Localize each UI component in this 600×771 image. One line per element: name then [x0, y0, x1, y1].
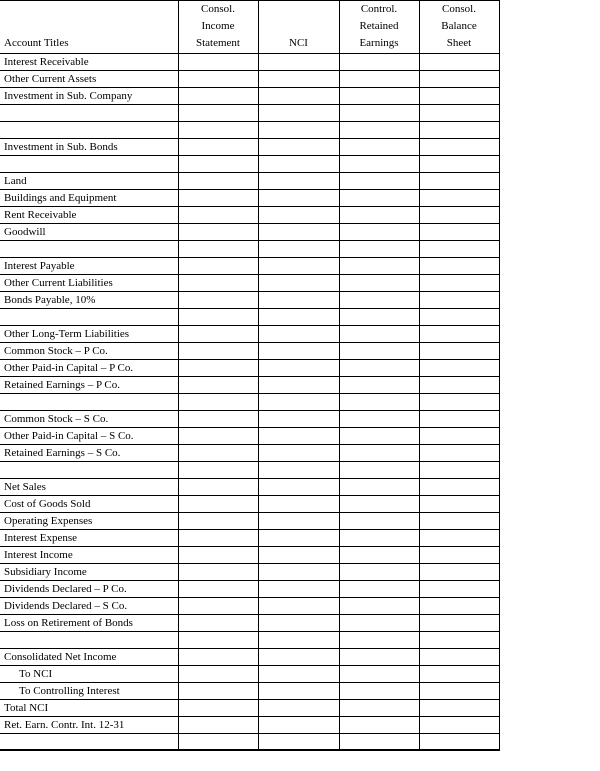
nci-cell[interactable] — [258, 343, 339, 360]
consol-income-cell[interactable] — [178, 581, 258, 598]
table-row — [0, 683, 499, 700]
table-row — [0, 394, 499, 411]
control-re-cell[interactable] — [339, 462, 419, 479]
control-re-cell[interactable] — [339, 54, 419, 71]
nci-cell[interactable] — [258, 564, 339, 581]
consol-income-cell[interactable] — [178, 173, 258, 190]
table-row — [0, 105, 499, 122]
control-re-cell[interactable] — [339, 275, 419, 292]
table-row — [0, 88, 499, 105]
consol-income-line1: Consol. — [201, 3, 235, 15]
nci-cell[interactable] — [258, 377, 339, 394]
consol-income-cell[interactable] — [178, 122, 258, 139]
control-re-cell[interactable] — [339, 700, 419, 717]
table-row — [0, 343, 499, 360]
table-row — [0, 190, 499, 207]
account-title-cell: Loss on Retirement of Bonds — [0, 615, 178, 632]
nci-cell[interactable] — [258, 700, 339, 717]
consol-income-cell[interactable] — [178, 360, 258, 377]
consol-income-cell[interactable] — [178, 156, 258, 173]
nci-cell[interactable] — [258, 71, 339, 88]
account-title-cell: Land — [0, 173, 178, 190]
consol-bs-cell[interactable] — [419, 309, 499, 326]
account-title-cell: Net Sales — [0, 479, 178, 496]
control-re-cell[interactable] — [339, 326, 419, 343]
table-row — [0, 309, 499, 326]
account-title-cell: Common Stock – P Co. — [0, 343, 178, 360]
nci-cell[interactable] — [258, 513, 339, 530]
nci-cell[interactable] — [258, 360, 339, 377]
account-title-cell: Retained Earnings – P Co. — [0, 377, 178, 394]
consol-bs-cell[interactable] — [419, 700, 499, 717]
account-title-cell — [0, 156, 178, 173]
consol-bs-cell[interactable] — [419, 649, 499, 666]
account-title-cell: Investment in Sub. Company — [0, 88, 178, 105]
consol-bs-cell[interactable] — [419, 615, 499, 632]
account-title-cell: Ret. Earn. Contr. Int. 12-31 — [0, 717, 178, 734]
consol-income-cell[interactable] — [178, 224, 258, 241]
control-re-cell[interactable] — [339, 547, 419, 564]
nci-cell[interactable] — [258, 581, 339, 598]
control-re-cell[interactable] — [339, 666, 419, 683]
consol-income-line3: Statement — [196, 37, 240, 49]
consol-bs-cell[interactable] — [419, 632, 499, 649]
consol-bs-cell[interactable] — [419, 88, 499, 105]
consol-income-cell[interactable] — [178, 598, 258, 615]
table-row — [0, 156, 499, 173]
nci-cell[interactable] — [258, 479, 339, 496]
consol-income-cell[interactable] — [178, 190, 258, 207]
account-title-cell: Other Long-Term Liabilities — [0, 326, 178, 343]
consol-bs-cell[interactable] — [419, 496, 499, 513]
account-title-cell — [0, 462, 178, 479]
nci-cell[interactable] — [258, 156, 339, 173]
table-row — [0, 666, 499, 683]
consol-bs-cell[interactable] — [419, 326, 499, 343]
account-title-cell — [0, 734, 178, 751]
account-title-cell: Bonds Payable, 10% — [0, 292, 178, 309]
account-titles-header: Account Titles — [0, 1, 178, 54]
consol-bs-cell[interactable] — [419, 139, 499, 156]
nci-cell[interactable] — [258, 734, 339, 751]
table-row — [0, 71, 499, 88]
consol-income-cell[interactable] — [178, 411, 258, 428]
consol-income-cell[interactable] — [178, 377, 258, 394]
account-title-cell: Investment in Sub. Bonds — [0, 139, 178, 156]
consol-bs-cell[interactable] — [419, 71, 499, 88]
bottom-rule — [0, 749, 499, 750]
control-re-cell[interactable] — [339, 258, 419, 275]
nci-cell[interactable] — [258, 326, 339, 343]
table-row — [0, 224, 499, 241]
consol-bs-cell[interactable] — [419, 581, 499, 598]
control-re-cell[interactable] — [339, 309, 419, 326]
table-row — [0, 428, 499, 445]
nci-cell[interactable] — [258, 258, 339, 275]
table-row — [0, 479, 499, 496]
consol-income-cell[interactable] — [178, 105, 258, 122]
account-title-cell: Other Paid-in Capital – P Co. — [0, 360, 178, 377]
consol-income-cell[interactable] — [178, 479, 258, 496]
table-row — [0, 445, 499, 462]
control-re-cell[interactable] — [339, 445, 419, 462]
consol-income-cell[interactable] — [178, 564, 258, 581]
account-title-cell: Common Stock – S Co. — [0, 411, 178, 428]
consol-bs-cell[interactable] — [419, 683, 499, 700]
control-re-cell[interactable] — [339, 122, 419, 139]
consol-bs-cell[interactable] — [419, 207, 499, 224]
nci-cell[interactable] — [258, 207, 339, 224]
control-re-cell[interactable] — [339, 105, 419, 122]
consol-bs-cell[interactable] — [419, 292, 499, 309]
account-title-cell: Dividends Declared – S Co. — [0, 598, 178, 615]
consol-income-cell[interactable] — [178, 666, 258, 683]
account-title-cell: Other Paid-in Capital – S Co. — [0, 428, 178, 445]
control-re-cell[interactable] — [339, 496, 419, 513]
consol-income-cell[interactable] — [178, 615, 258, 632]
consol-bs-line1: Consol. — [442, 3, 476, 15]
consol-bs-cell[interactable] — [419, 343, 499, 360]
table-row — [0, 649, 499, 666]
nci-cell[interactable] — [258, 666, 339, 683]
nci-cell[interactable] — [258, 224, 339, 241]
consol-bs-cell[interactable] — [419, 190, 499, 207]
account-title-cell: Operating Expenses — [0, 513, 178, 530]
consol-bs-cell[interactable] — [419, 530, 499, 547]
consol-income-cell[interactable] — [178, 530, 258, 547]
account-title-cell: Retained Earnings – S Co. — [0, 445, 178, 462]
account-title-cell: Buildings and Equipment — [0, 190, 178, 207]
nci-cell[interactable] — [258, 122, 339, 139]
nci-cell[interactable] — [258, 598, 339, 615]
account-title-cell: To Controlling Interest — [0, 683, 178, 700]
table-row — [0, 717, 499, 734]
control-re-line3: Earnings — [359, 37, 399, 49]
table-row — [0, 139, 499, 156]
table-row — [0, 700, 499, 717]
account-title-cell: Consolidated Net Income — [0, 649, 178, 666]
consol-bs-cell[interactable] — [419, 445, 499, 462]
consol-bs-cell[interactable] — [419, 122, 499, 139]
table-row — [0, 173, 499, 190]
table-row — [0, 207, 499, 224]
control-re-cell[interactable] — [339, 292, 419, 309]
nci-cell[interactable] — [258, 54, 339, 71]
account-title-cell: Subsidiary Income — [0, 564, 178, 581]
control-re-cell[interactable] — [339, 581, 419, 598]
nci-header: NCI — [258, 1, 339, 54]
consol-bs-cell[interactable] — [419, 717, 499, 734]
consol-bs-cell[interactable] — [419, 105, 499, 122]
table-row — [0, 326, 499, 343]
consol-income-cell[interactable] — [178, 343, 258, 360]
header-row — [0, 1, 499, 54]
consol-bs-cell[interactable] — [419, 377, 499, 394]
consol-income-cell[interactable] — [178, 734, 258, 751]
nci-cell[interactable] — [258, 241, 339, 258]
consol-income-cell[interactable] — [178, 241, 258, 258]
nci-cell[interactable] — [258, 547, 339, 564]
consol-bs-cell[interactable] — [419, 54, 499, 71]
account-title-cell — [0, 241, 178, 258]
control-re-cell[interactable] — [339, 513, 419, 530]
consol-income-line2: Income — [201, 20, 235, 32]
control-re-cell[interactable] — [339, 411, 419, 428]
consol-income-cell[interactable] — [178, 649, 258, 666]
table-row — [0, 241, 499, 258]
consol-bs-cell[interactable] — [419, 173, 499, 190]
nci-cell[interactable] — [258, 275, 339, 292]
control-re-cell[interactable] — [339, 71, 419, 88]
nci-cell[interactable] — [258, 649, 339, 666]
worksheet-body — [0, 54, 499, 751]
consol-bs-line2: Balance — [441, 20, 477, 32]
consol-income-cell[interactable] — [178, 394, 258, 411]
consol-income-cell[interactable] — [178, 717, 258, 734]
account-title-cell: Other Current Assets — [0, 71, 178, 88]
control-re-cell[interactable] — [339, 649, 419, 666]
control-re-cell[interactable] — [339, 224, 419, 241]
consol-bs-cell[interactable] — [419, 513, 499, 530]
nci-cell[interactable] — [258, 717, 339, 734]
account-title-cell: Rent Receivable — [0, 207, 178, 224]
consol-income-cell[interactable] — [178, 445, 258, 462]
table-row — [0, 581, 499, 598]
consol-bs-cell[interactable] — [419, 666, 499, 683]
nci-cell[interactable] — [258, 394, 339, 411]
consol-balance-sheet-header — [419, 1, 499, 54]
consol-income-cell[interactable] — [178, 71, 258, 88]
nci-cell[interactable] — [258, 190, 339, 207]
account-title-cell: Goodwill — [0, 224, 178, 241]
control-re-cell[interactable] — [339, 683, 419, 700]
control-re-cell[interactable] — [339, 88, 419, 105]
table-row — [0, 564, 499, 581]
control-re-cell[interactable] — [339, 377, 419, 394]
consol-income-cell[interactable] — [178, 207, 258, 224]
control-re-cell[interactable] — [339, 598, 419, 615]
consol-income-cell[interactable] — [178, 326, 258, 343]
account-title-cell: Interest Payable — [0, 258, 178, 275]
nci-cell[interactable] — [258, 615, 339, 632]
consol-income-cell[interactable] — [178, 139, 258, 156]
consol-bs-cell[interactable] — [419, 462, 499, 479]
control-re-line1: Control. — [360, 3, 398, 15]
consol-income-cell[interactable] — [178, 547, 258, 564]
nci-cell[interactable] — [258, 683, 339, 700]
consol-income-cell[interactable] — [178, 258, 258, 275]
account-title-cell: To NCI — [0, 666, 178, 683]
nci-cell[interactable] — [258, 105, 339, 122]
account-title-cell: Other Current Liabilities — [0, 275, 178, 292]
consol-bs-cell[interactable] — [419, 428, 499, 445]
nci-cell[interactable] — [258, 462, 339, 479]
nci-cell[interactable] — [258, 445, 339, 462]
nci-cell[interactable] — [258, 292, 339, 309]
table-row — [0, 292, 499, 309]
consol-income-cell[interactable] — [178, 275, 258, 292]
consol-income-statement-header — [178, 1, 258, 54]
control-re-cell[interactable] — [339, 394, 419, 411]
consol-bs-cell[interactable] — [419, 275, 499, 292]
table-row — [0, 122, 499, 139]
control-re-cell[interactable] — [339, 632, 419, 649]
control-re-cell[interactable] — [339, 190, 419, 207]
table-row — [0, 258, 499, 275]
nci-cell[interactable] — [258, 428, 339, 445]
account-title-cell — [0, 632, 178, 649]
account-title-cell: Total NCI — [0, 700, 178, 717]
table-row — [0, 377, 499, 394]
control-re-cell[interactable] — [339, 717, 419, 734]
account-title-cell — [0, 309, 178, 326]
consol-bs-cell[interactable] — [419, 547, 499, 564]
table-row — [0, 598, 499, 615]
account-title-cell: Dividends Declared – P Co. — [0, 581, 178, 598]
control-re-cell[interactable] — [339, 479, 419, 496]
consol-income-cell[interactable] — [178, 700, 258, 717]
control-re-cell[interactable] — [339, 428, 419, 445]
consol-income-cell[interactable] — [178, 428, 258, 445]
nci-cell[interactable] — [258, 173, 339, 190]
consol-bs-cell[interactable] — [419, 564, 499, 581]
control-re-cell[interactable] — [339, 564, 419, 581]
table-row — [0, 530, 499, 547]
control-re-cell[interactable] — [339, 156, 419, 173]
consol-income-cell[interactable] — [178, 632, 258, 649]
consol-income-cell[interactable] — [178, 496, 258, 513]
control-re-cell[interactable] — [339, 360, 419, 377]
consol-income-cell[interactable] — [178, 309, 258, 326]
table-row — [0, 360, 499, 377]
nci-cell[interactable] — [258, 632, 339, 649]
table-row — [0, 734, 499, 751]
consol-income-cell[interactable] — [178, 292, 258, 309]
control-re-cell[interactable] — [339, 207, 419, 224]
nci-cell[interactable] — [258, 309, 339, 326]
nci-cell[interactable] — [258, 496, 339, 513]
account-title-cell — [0, 394, 178, 411]
consol-bs-cell[interactable] — [419, 411, 499, 428]
nci-cell[interactable] — [258, 530, 339, 547]
account-title-cell: Interest Expense — [0, 530, 178, 547]
nci-cell[interactable] — [258, 88, 339, 105]
consol-income-cell[interactable] — [178, 462, 258, 479]
account-title-cell — [0, 105, 178, 122]
consol-income-cell[interactable] — [178, 513, 258, 530]
consol-bs-cell[interactable] — [419, 394, 499, 411]
consol-bs-line3: Sheet — [446, 37, 472, 49]
account-title-cell — [0, 122, 178, 139]
consol-income-cell[interactable] — [178, 683, 258, 700]
consol-bs-cell[interactable] — [419, 360, 499, 377]
control-re-cell[interactable] — [339, 343, 419, 360]
consol-bs-cell[interactable] — [419, 258, 499, 275]
table-row — [0, 54, 499, 71]
table-row — [0, 275, 499, 292]
nci-cell[interactable] — [258, 139, 339, 156]
table-row — [0, 411, 499, 428]
table-row — [0, 496, 499, 513]
control-re-cell[interactable] — [339, 530, 419, 547]
account-title-cell: Cost of Goods Sold — [0, 496, 178, 513]
table-row — [0, 513, 499, 530]
consol-bs-cell[interactable] — [419, 241, 499, 258]
consol-income-cell[interactable] — [178, 54, 258, 71]
nci-cell[interactable] — [258, 411, 339, 428]
consol-income-cell[interactable] — [178, 88, 258, 105]
table-row — [0, 632, 499, 649]
consol-bs-cell[interactable] — [419, 156, 499, 173]
control-re-cell[interactable] — [339, 615, 419, 632]
account-title-cell: Interest Receivable — [0, 54, 178, 71]
account-title-cell: Interest Income — [0, 547, 178, 564]
control-re-cell[interactable] — [339, 734, 419, 751]
consol-bs-cell[interactable] — [419, 734, 499, 751]
control-re-cell[interactable] — [339, 241, 419, 258]
table-row — [0, 547, 499, 564]
table-row — [0, 615, 499, 632]
control-re-cell[interactable] — [339, 173, 419, 190]
control-retained-earnings-header — [339, 1, 419, 54]
control-re-line2: Retained — [359, 20, 399, 32]
consol-bs-cell[interactable] — [419, 598, 499, 615]
control-re-cell[interactable] — [339, 139, 419, 156]
table-row — [0, 462, 499, 479]
consol-bs-cell[interactable] — [419, 479, 499, 496]
consol-bs-cell[interactable] — [419, 224, 499, 241]
